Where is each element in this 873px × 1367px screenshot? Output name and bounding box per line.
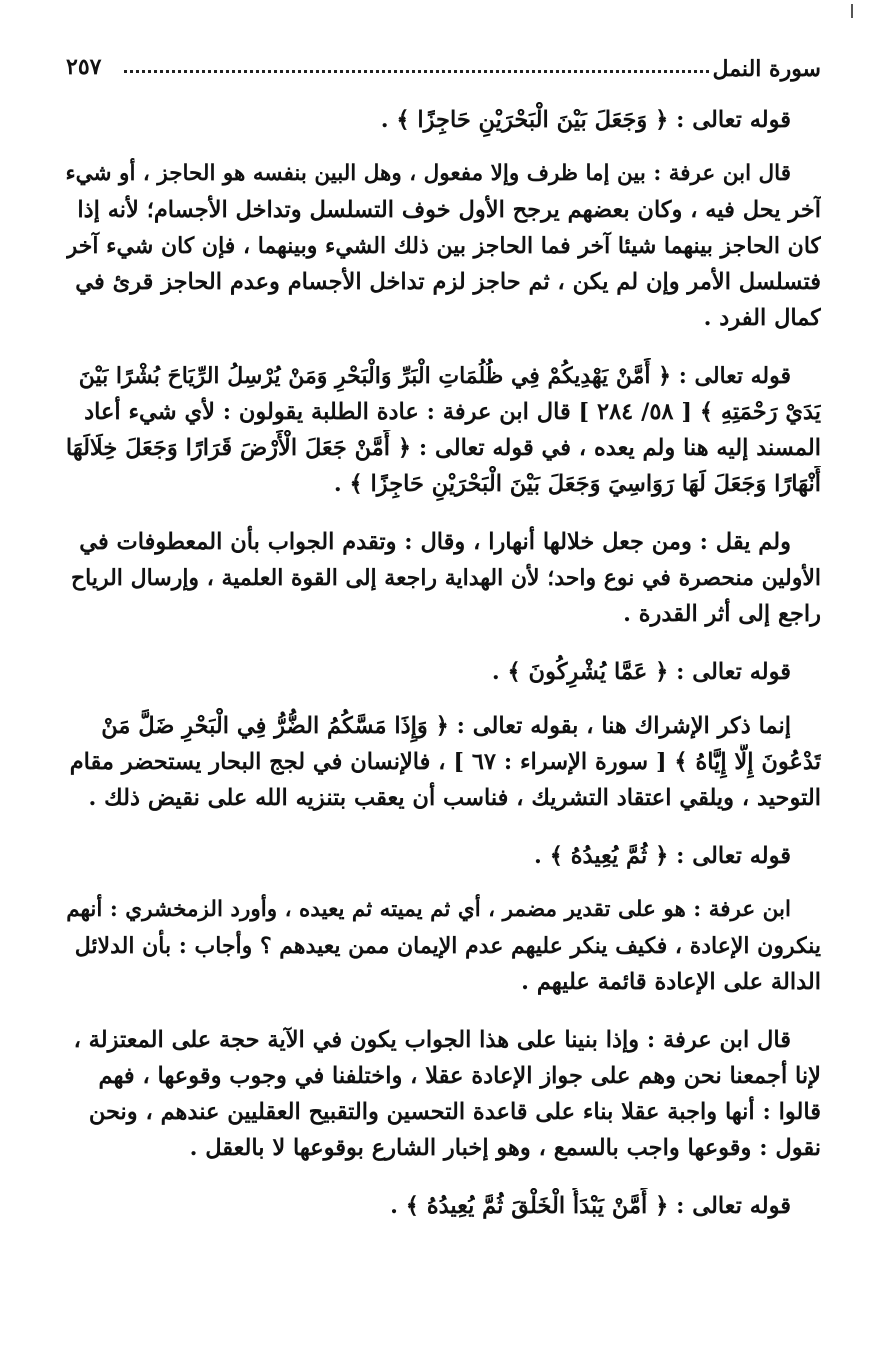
commentary-paragraph [66,358,821,502]
page-header [66,50,821,90]
text-line: قال ابن عرفة : بين إما ظرف وإلا مفعول ، وهل البين بنفسه هو الحاجز ، أو شيء [66,161,791,186]
verse-heading [66,838,821,874]
text-line: فتسلسل الأمر وإن لم يكن ، ثم حاجز لزم تداخل الأجسام وعدم الحاجز قرئ في [75,269,821,295]
text-line: التوحيد ، ويلقي اعتقاد التشريك ، فناسب أن يعقب بتنزيه الله على نقيض ذلك . [88,785,821,811]
header-dotted-rule [124,70,709,73]
text-line: كمال الفرد . [703,305,821,331]
commentary-paragraph [66,524,821,632]
scan-mark [851,4,853,18]
verse-heading [66,654,821,690]
verse-heading [66,102,821,138]
text-line: الأولين منحصرة في نوع واحد؛ لأن الهداية راجعة إلى القوة العلمية ، وإرسال الرياح [70,565,821,591]
text-line: نقول : وقوعها واجب بالسمع ، وهو إخبار الشارع بوقوعها لا بالعقل . [189,1135,821,1161]
text-line: تَدْعُونَ إِلَّا إِيَّاهُ ﴾ [ سورة الإسراء : ٦٧ ] ، فالإنسان في لجج البحار يستحضر مقام [69,749,821,775]
commentary-paragraph [66,1022,821,1166]
commentary-paragraph [66,892,821,1000]
text-line: لإنا أجمعنا نحن وهم على جواز الإعادة عقلا ، واختلفنا في وجوب وقوعها ، فهم [98,1063,821,1089]
text-line: أَنْهَارًا وَجَعَلَ لَهَا رَوَاسِيَ وَجَعَلَ بَيْنَ الْبَحْرَيْنِ حَاجِزًا ﴾ . [333,471,821,497]
text-line: المسند إليه هنا ولم يعده ، في قوله تعالى : ﴿ أَمَّنْ جَعَلَ الْأَرْضَ قَرَارًا وَجَعَلَ خِلَالَهَا [66,435,821,461]
commentary-paragraph [66,156,821,336]
surah-title: سورة النمل [712,56,821,82]
text-line: قوله تعالى : ﴿ عَمَّا يُشْرِكُونَ ﴾ . [491,659,791,685]
text-line: يَدَيْ رَحْمَتِهِ ﴾ [ ٥٨/ ٢٨٤ ] قال ابن عرفة : عادة الطلبة يقولون : لأي شيء أعاد [84,399,821,425]
text-line: قالوا : أنها واجبة عقلا بناء على قاعدة التحسين والتقبيح العقليين عندهم ، ونحن [88,1099,821,1125]
text-line: قوله تعالى : ﴿ أَمَّنْ يَهْدِيكُمْ فِي ظُلُمَاتِ الْبَرِّ وَالْبَحْرِ وَمَنْ يُرْسِلُ الرِّيَاحَ بُشْرًا بَيْنَ [78,363,791,389]
text-line: قوله تعالى : ﴿ أَمَّنْ يَبْدَأُ الْخَلْقَ ثُمَّ يُعِيدُهُ ﴾ . [390,1193,791,1219]
text-line: ينكرون الإعادة ، فكيف ينكر عليهم عدم الإيمان ممن يعيدهم ؟ وأجاب : بأن الدلائل [74,933,821,959]
text-line: إنما ذكر الإشراك هنا ، بقوله تعالى : ﴿ وَإِذَا مَسَّكُمُ الضُّرُّ فِي الْبَحْرِ ضَلَّ مَنْ [101,713,791,739]
text-line: الدالة على الإعادة قائمة عليهم . [521,969,821,995]
text-line: ابن عرفة : هو على تقدير مضمر ، أي ثم يميته ثم يعيده ، وأورد الزمخشري : أنهم [66,897,791,922]
verse-heading [66,1188,821,1224]
text-line: ولم يقل : ومن جعل خلالها أنهارا ، وقال : وتقدم الجواب بأن المعطوفات في [79,529,791,555]
page-body [66,102,821,1224]
commentary-paragraph [66,708,821,816]
book-page [66,50,821,1242]
text-line: قال ابن عرفة : وإذا بنينا على هذا الجواب يكون في الآية حجة على المعتزلة ، [73,1027,791,1053]
text-line: راجع إلى أثر القدرة . [623,601,821,627]
page-number: ٢٥٧ [66,54,102,80]
text-line: كان الحاجز بينهما شيئا آخر فما الحاجز بين ذلك الشيء وبينهما ، فإن كان شيء آخر [66,233,821,259]
text-line: قوله تعالى : ﴿ ثُمَّ يُعِيدُهُ ﴾ . [534,843,791,869]
text-line: قوله تعالى : ﴿ وَجَعَلَ بَيْنَ الْبَحْرَيْنِ حَاجِزًا ﴾ . [380,107,791,133]
text-line: آخر يحل فيه ، وكان بعضهم يرجح الأول خوف التسلسل وتداخل الأجسام؛ لأنه إذا [77,197,821,223]
